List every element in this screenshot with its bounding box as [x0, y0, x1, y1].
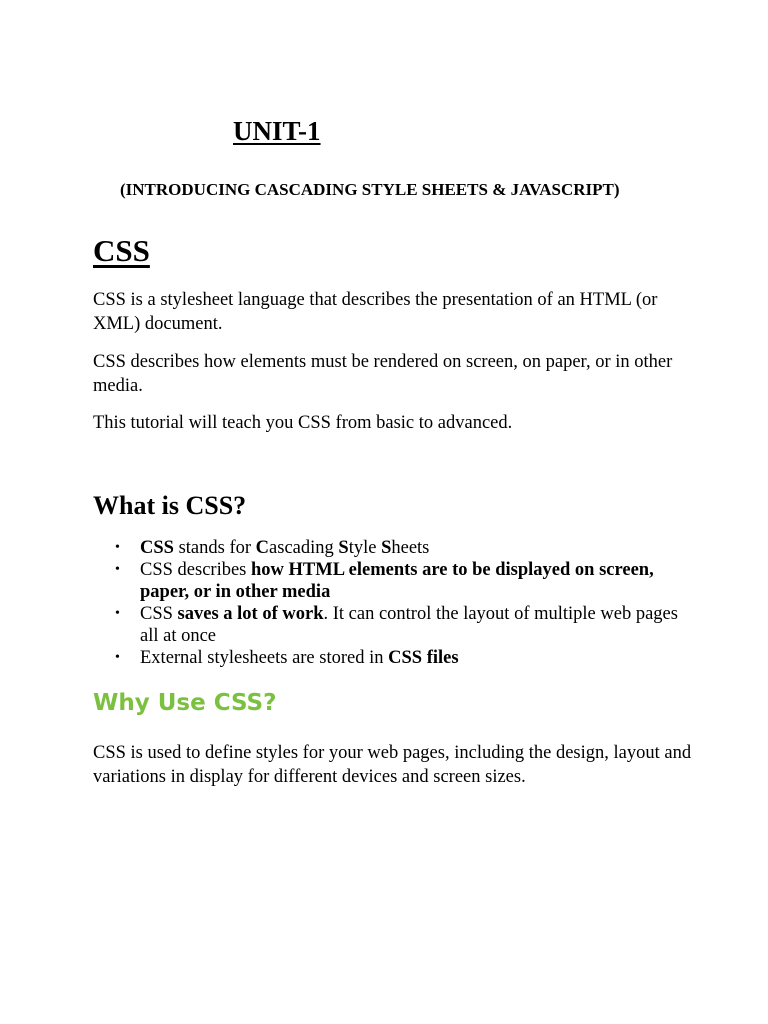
bold-text: CSS files	[388, 648, 459, 668]
intro-paragraph-2: CSS describes how elements must be rendered on screen, on paper, or in other media.	[93, 352, 673, 396]
bullet-icon: •	[115, 540, 120, 555]
intro-paragraph-3: This tutorial will teach you CSS from basic to advanced.	[93, 413, 513, 433]
bullet-icon: •	[115, 606, 120, 621]
unit-title: UNIT-1	[233, 116, 321, 146]
bold-text: saves a lot of work	[177, 604, 324, 624]
list-item: • External stylesheets are stored in CSS files	[115, 648, 459, 668]
why-paragraph: CSS is used to define styles for your web pages, including the design, layout and variations in display for different devices and screen sizes.	[93, 743, 692, 787]
intro-paragraph-1: CSS is a stylesheet language that describes the presentation of an HTML (or XML) document.	[93, 290, 658, 334]
bold-text: how HTML elements are to be displayed on screen, paper, or in other media	[140, 560, 654, 602]
bullet-icon: •	[115, 562, 120, 577]
unit-subtitle: (INTRODUCING CASCADING STYLE SHEETS & JAVASCRIPT)	[120, 180, 620, 199]
bold-text: CSS	[140, 538, 174, 558]
list-item: • CSS describes how HTML elements are to be displayed on screen, paper, or in other media	[115, 560, 654, 602]
bullet-icon: •	[115, 650, 120, 665]
why-use-css-heading: Why Use CSS?	[93, 690, 277, 716]
list-item: • CSS stands for Cascading Style Sheets	[115, 538, 430, 558]
css-heading: CSS	[93, 233, 150, 268]
list-item: • CSS saves a lot of work. It can control the layout of multiple web pages all at once	[115, 604, 678, 646]
css-bullet-list	[93, 537, 693, 669]
what-is-css-heading: What is CSS?	[93, 491, 247, 520]
